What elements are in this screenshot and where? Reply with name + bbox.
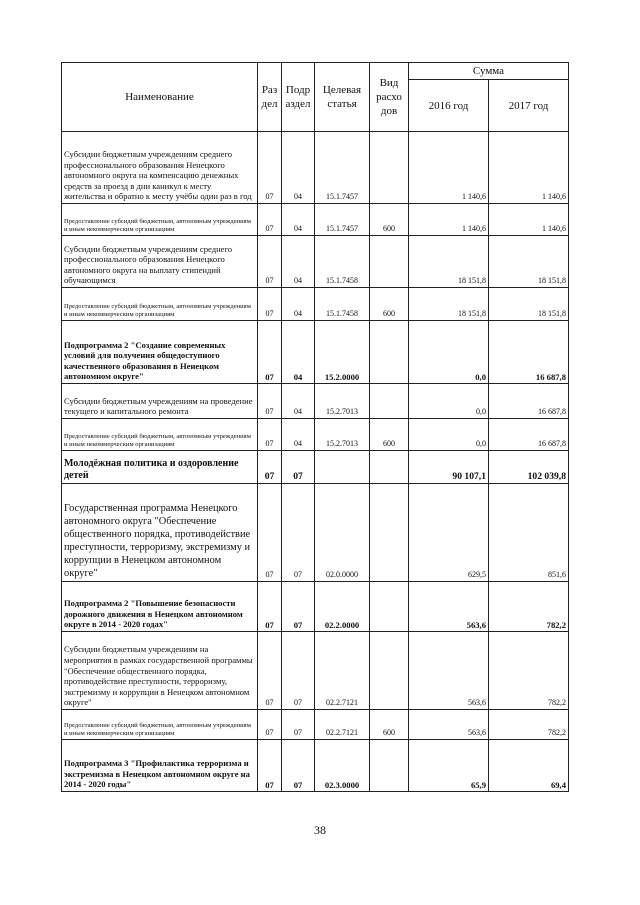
row-podrazdel: 07 (282, 710, 315, 740)
row-sum-2016: 1 140,6 (409, 132, 489, 204)
table-row (62, 236, 569, 288)
table-row (62, 451, 569, 484)
row-sum-2017: 1 140,6 (489, 204, 569, 236)
row-sum-2017: 18 151,8 (489, 236, 569, 288)
row-name: Субсидии бюджетным учреждениям на мероприятия в рамках государственной программы "Обеспечение общественного порядка, противодействие преступности, терроризму, экстремизму и коррупции в Ненецком автономном округе" (62, 632, 258, 710)
row-name: Молодёжная политика и оздоровление детей (62, 451, 258, 484)
row-name: Подпрограмма 2 "Создание современных условий для получения общедоступного качественного образования в Ненецком автономном округе" (62, 321, 258, 384)
row-podrazdel: 07 (282, 740, 315, 792)
row-celevaya: 15.2.7013 (315, 419, 370, 451)
table-row (62, 582, 569, 632)
row-name: Государственная программа Ненецкого автономного округа "Обеспечение общественного порядка, противодействие преступности, терроризму, экстремизму и коррупции в Ненецком автономном округе" (62, 484, 258, 582)
row-sum-2017: 16 687,8 (489, 321, 569, 384)
row-sum-2017: 69,4 (489, 740, 569, 792)
budget-table (61, 62, 569, 792)
row-vid (370, 236, 409, 288)
row-razdel: 07 (258, 582, 282, 632)
row-sum-2016: 18 151,8 (409, 236, 489, 288)
row-celevaya: 02.2.0000 (315, 582, 370, 632)
row-razdel: 07 (258, 740, 282, 792)
row-sum-2017: 782,2 (489, 710, 569, 740)
row-sum-2016: 90 107,1 (409, 451, 489, 484)
header-podrazdel: Подр аздел (282, 63, 315, 132)
row-vid (370, 451, 409, 484)
row-vid: 600 (370, 419, 409, 451)
table-row (62, 204, 569, 236)
row-podrazdel: 04 (282, 288, 315, 321)
row-podrazdel: 07 (282, 632, 315, 710)
table-row (62, 419, 569, 451)
row-podrazdel: 04 (282, 419, 315, 451)
row-razdel: 07 (258, 288, 282, 321)
row-vid (370, 132, 409, 204)
row-celevaya: 02.0.0000 (315, 484, 370, 582)
row-name: Предоставление субсидий бюджетным, автономным учреждениям и иным некоммерческим организациям (62, 419, 258, 451)
row-sum-2016: 563,6 (409, 582, 489, 632)
row-vid (370, 740, 409, 792)
row-name: Предоставление субсидий бюджетным, автономным учреждениям и иным некоммерческим организациям (62, 288, 258, 321)
row-sum-2016: 563,6 (409, 632, 489, 710)
row-sum-2016: 0,0 (409, 384, 489, 419)
row-name: Подпрограмма 2 "Повышение безопасности дорожного движения в Ненецком автономном округе в 2014 - 2020 годах" (62, 582, 258, 632)
row-celevaya: 02.2.7121 (315, 632, 370, 710)
row-celevaya: 15.1.7458 (315, 288, 370, 321)
row-sum-2017: 851,6 (489, 484, 569, 582)
row-celevaya: 15.2.7013 (315, 384, 370, 419)
row-sum-2016: 65,9 (409, 740, 489, 792)
row-celevaya (315, 451, 370, 484)
row-razdel: 07 (258, 321, 282, 384)
header-summa: Сумма (409, 63, 569, 80)
header-vid-raskhodov: Вид расхо дов (370, 63, 409, 132)
row-sum-2016: 0,0 (409, 321, 489, 384)
table-row (62, 740, 569, 792)
row-razdel: 07 (258, 236, 282, 288)
row-vid (370, 632, 409, 710)
row-podrazdel: 07 (282, 484, 315, 582)
table-row (62, 132, 569, 204)
row-razdel: 07 (258, 484, 282, 582)
row-razdel: 07 (258, 204, 282, 236)
table-row (62, 484, 569, 582)
row-podrazdel: 07 (282, 451, 315, 484)
table-row (62, 321, 569, 384)
row-name: Подпрограмма 3 "Профилактика терроризма и экстремизма в Ненецком автономном округе на 2014 - 2020 годы" (62, 740, 258, 792)
table-row (62, 384, 569, 419)
row-razdel: 07 (258, 419, 282, 451)
row-sum-2016: 0,0 (409, 419, 489, 451)
row-name: Субсидии бюджетным учреждениям среднего профессионального образования Ненецкого автономного округа на компенсацию денежных средств за проезд в дни каникул к месту жительства и обратно к месту учёбы один раз в год (62, 132, 258, 204)
header-row-top (62, 63, 569, 80)
table-row (62, 288, 569, 321)
row-name: Субсидии бюджетным учреждениям на проведение текущего и капитального ремонта (62, 384, 258, 419)
row-sum-2016: 18 151,8 (409, 288, 489, 321)
page-number: 38 (314, 823, 326, 837)
header-name: Наименование (62, 63, 258, 132)
table-row (62, 632, 569, 710)
row-vid: 600 (370, 288, 409, 321)
row-celevaya: 15.1.7457 (315, 132, 370, 204)
row-razdel: 07 (258, 384, 282, 419)
row-razdel: 07 (258, 451, 282, 484)
row-vid (370, 384, 409, 419)
row-podrazdel: 04 (282, 204, 315, 236)
row-sum-2017: 782,2 (489, 582, 569, 632)
row-podrazdel: 04 (282, 384, 315, 419)
row-celevaya: 15.2.0000 (315, 321, 370, 384)
row-celevaya: 02.2.7121 (315, 710, 370, 740)
row-sum-2017: 16 687,8 (489, 419, 569, 451)
header-razdel: Раз дел (258, 63, 282, 132)
row-name: Предоставление субсидий бюджетным, автономным учреждениям и иным некоммерческим организациям (62, 204, 258, 236)
row-vid (370, 484, 409, 582)
row-vid (370, 321, 409, 384)
row-sum-2017: 1 140,6 (489, 132, 569, 204)
row-podrazdel: 04 (282, 132, 315, 204)
row-sum-2017: 16 687,8 (489, 384, 569, 419)
row-celevaya: 02.3.0000 (315, 740, 370, 792)
header-celevaya-statya: Целевая статья (315, 63, 370, 132)
row-name: Субсидии бюджетным учреждениям среднего профессионального образования Ненецкого автономного округа на выплату стипендий обучающимся (62, 236, 258, 288)
row-razdel: 07 (258, 710, 282, 740)
row-podrazdel: 04 (282, 321, 315, 384)
table-row (62, 710, 569, 740)
row-celevaya: 15.1.7457 (315, 204, 370, 236)
row-sum-2016: 563,6 (409, 710, 489, 740)
header-year-2016: 2016 год (409, 80, 489, 132)
row-celevaya: 15.1.7458 (315, 236, 370, 288)
row-podrazdel: 04 (282, 236, 315, 288)
row-vid: 600 (370, 204, 409, 236)
header-year-2017: 2017 год (489, 80, 569, 132)
row-vid: 600 (370, 710, 409, 740)
row-razdel: 07 (258, 132, 282, 204)
row-name: Предоставление субсидий бюджетным, автономным учреждениям и иным некоммерческим организациям (62, 710, 258, 740)
row-sum-2017: 102 039,8 (489, 451, 569, 484)
row-razdel: 07 (258, 632, 282, 710)
row-vid (370, 582, 409, 632)
row-podrazdel: 07 (282, 582, 315, 632)
row-sum-2016: 1 140,6 (409, 204, 489, 236)
row-sum-2017: 782,2 (489, 632, 569, 710)
row-sum-2016: 629,5 (409, 484, 489, 582)
row-sum-2017: 18 151,8 (489, 288, 569, 321)
